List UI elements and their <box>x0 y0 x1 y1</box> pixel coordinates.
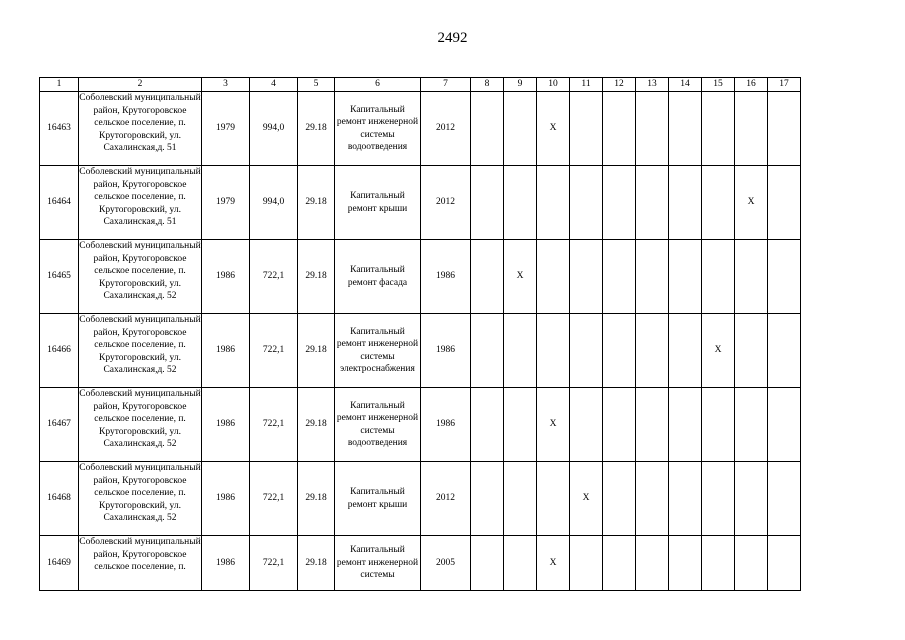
build-year-cell: 1986 <box>202 462 250 536</box>
work-type-cell <box>335 92 421 166</box>
empty-cell <box>603 166 636 240</box>
area-cell: 994,0 <box>250 166 298 240</box>
empty-cell <box>471 314 504 388</box>
row-id-cell: 16468 <box>40 462 79 536</box>
area-cell: 722,1 <box>250 536 298 591</box>
empty-cell <box>504 166 537 240</box>
empty-cell <box>603 92 636 166</box>
plan-year-cell: 1986 <box>421 314 471 388</box>
column-header: 1 <box>40 78 79 92</box>
empty-cell <box>471 240 504 314</box>
code-cell: 29.18 <box>298 462 335 536</box>
table-row <box>40 240 801 314</box>
row-id-cell: 16463 <box>40 92 79 166</box>
empty-cell <box>504 314 537 388</box>
work-type-cell <box>335 536 421 591</box>
work-type-cell <box>335 462 421 536</box>
empty-cell <box>570 536 603 591</box>
build-year-cell: 1986 <box>202 388 250 462</box>
row-id-cell: 16466 <box>40 314 79 388</box>
work-type-cell-text: Капитальный ремонт инженерной системы электроснабжения <box>336 326 419 374</box>
empty-cell <box>636 314 669 388</box>
empty-cell <box>702 92 735 166</box>
column-header: 5 <box>298 78 335 92</box>
empty-cell <box>504 92 537 166</box>
code-cell: 29.18 <box>298 314 335 388</box>
build-year-cell: 1979 <box>202 166 250 240</box>
column-header: 7 <box>421 78 471 92</box>
column-header: 16 <box>735 78 768 92</box>
empty-cell <box>768 314 801 388</box>
mark-cell: X <box>702 314 735 388</box>
work-type-cell <box>335 166 421 240</box>
empty-cell <box>702 240 735 314</box>
empty-cell <box>735 536 768 591</box>
empty-cell <box>735 462 768 536</box>
column-header: 6 <box>335 78 421 92</box>
empty-cell <box>702 166 735 240</box>
empty-cell <box>669 166 702 240</box>
address-cell-text: Соболевский муниципальный район, Крутогоровское сельское поселение, п. <box>79 537 201 572</box>
work-type-cell-text: Капитальный ремонт крыши <box>347 191 408 214</box>
address-cell <box>79 462 202 536</box>
work-type-cell-text: Капитальный ремонт фасада <box>347 265 408 288</box>
empty-cell <box>471 92 504 166</box>
table-row <box>40 388 801 462</box>
plan-year-cell: 2012 <box>421 92 471 166</box>
empty-cell <box>471 166 504 240</box>
empty-cell <box>537 166 570 240</box>
empty-cell <box>471 388 504 462</box>
empty-cell <box>669 92 702 166</box>
build-year-cell: 1986 <box>202 314 250 388</box>
area-cell: 722,1 <box>250 314 298 388</box>
address-cell <box>79 240 202 314</box>
row-id-cell: 16469 <box>40 536 79 591</box>
address-cell-text: Соболевский муниципальный район, Крутогоровское сельское поселение, п. Крутогоровский, ул. Сахалинская,д. 51 <box>79 167 201 227</box>
empty-cell <box>735 92 768 166</box>
column-header: 15 <box>702 78 735 92</box>
empty-cell <box>768 240 801 314</box>
empty-cell <box>504 388 537 462</box>
work-type-cell <box>335 388 421 462</box>
empty-cell <box>669 314 702 388</box>
empty-cell <box>768 92 801 166</box>
capital-repair-table <box>39 77 801 591</box>
empty-cell <box>735 388 768 462</box>
address-cell-text: Соболевский муниципальный район, Крутогоровское сельское поселение, п. Крутогоровский, ул. Сахалинская,д. 52 <box>79 463 201 523</box>
work-type-cell <box>335 314 421 388</box>
table-row <box>40 166 801 240</box>
work-type-cell-text: Капитальный ремонт инженерной системы водоотведения <box>336 400 419 448</box>
empty-cell <box>768 388 801 462</box>
column-header: 8 <box>471 78 504 92</box>
column-header: 12 <box>603 78 636 92</box>
empty-cell <box>702 536 735 591</box>
code-cell: 29.18 <box>298 166 335 240</box>
empty-cell <box>768 462 801 536</box>
header-row <box>40 78 801 92</box>
column-header: 4 <box>250 78 298 92</box>
work-type-cell-text: Капитальный ремонт инженерной системы водоотведения <box>336 104 419 152</box>
column-header: 10 <box>537 78 570 92</box>
address-cell <box>79 92 202 166</box>
table-row <box>40 92 801 166</box>
empty-cell <box>702 462 735 536</box>
empty-cell <box>669 388 702 462</box>
empty-cell <box>702 388 735 462</box>
address-cell-text: Соболевский муниципальный район, Крутогоровское сельское поселение, п. Крутогоровский, ул. Сахалинская,д. 51 <box>79 93 201 153</box>
code-cell: 29.18 <box>298 388 335 462</box>
mark-cell: X <box>537 92 570 166</box>
page-number: 2492 <box>437 30 468 46</box>
work-type-cell-text: Капитальный ремонт инженерной системы <box>336 545 419 581</box>
column-header: 17 <box>768 78 801 92</box>
code-cell: 29.18 <box>298 92 335 166</box>
build-year-cell: 1986 <box>202 240 250 314</box>
empty-cell <box>768 166 801 240</box>
empty-cell <box>537 462 570 536</box>
area-cell: 722,1 <box>250 462 298 536</box>
mark-cell: X <box>537 388 570 462</box>
address-cell-text: Соболевский муниципальный район, Крутогоровское сельское поселение, п. Крутогоровский, ул. Сахалинская,д. 52 <box>79 389 201 449</box>
empty-cell <box>768 536 801 591</box>
empty-cell <box>735 314 768 388</box>
address-cell-text: Соболевский муниципальный район, Крутогоровское сельское поселение, п. Крутогоровский, ул. Сахалинская,д. 52 <box>79 241 201 301</box>
empty-cell <box>636 166 669 240</box>
empty-cell <box>537 240 570 314</box>
empty-cell <box>570 388 603 462</box>
empty-cell <box>504 462 537 536</box>
empty-cell <box>471 462 504 536</box>
row-id-cell: 16465 <box>40 240 79 314</box>
empty-cell <box>471 536 504 591</box>
empty-cell <box>504 536 537 591</box>
table-row <box>40 462 801 536</box>
column-header: 2 <box>79 78 202 92</box>
empty-cell <box>735 240 768 314</box>
table-row <box>40 536 801 591</box>
row-id-cell: 16464 <box>40 166 79 240</box>
plan-year-cell: 2012 <box>421 166 471 240</box>
empty-cell <box>570 92 603 166</box>
area-cell: 994,0 <box>250 92 298 166</box>
empty-cell <box>603 314 636 388</box>
table-row <box>40 314 801 388</box>
empty-cell <box>669 462 702 536</box>
empty-cell <box>603 536 636 591</box>
column-header: 3 <box>202 78 250 92</box>
address-cell-text: Соболевский муниципальный район, Крутогоровское сельское поселение, п. Крутогоровский, ул. Сахалинская,д. 52 <box>79 315 201 375</box>
mark-cell: X <box>735 166 768 240</box>
plan-year-cell: 1986 <box>421 240 471 314</box>
plan-year-cell: 1986 <box>421 388 471 462</box>
empty-cell <box>636 240 669 314</box>
empty-cell <box>669 240 702 314</box>
empty-cell <box>603 388 636 462</box>
empty-cell <box>570 166 603 240</box>
address-cell <box>79 388 202 462</box>
empty-cell <box>603 462 636 536</box>
column-header: 9 <box>504 78 537 92</box>
area-cell: 722,1 <box>250 240 298 314</box>
plan-year-cell: 2005 <box>421 536 471 591</box>
empty-cell <box>669 536 702 591</box>
row-id-cell: 16467 <box>40 388 79 462</box>
mark-cell: X <box>537 536 570 591</box>
work-type-cell <box>335 240 421 314</box>
empty-cell <box>537 314 570 388</box>
column-header: 14 <box>669 78 702 92</box>
address-cell <box>79 536 202 591</box>
build-year-cell: 1979 <box>202 92 250 166</box>
code-cell: 29.18 <box>298 536 335 591</box>
empty-cell <box>570 240 603 314</box>
empty-cell <box>570 314 603 388</box>
area-cell: 722,1 <box>250 388 298 462</box>
empty-cell <box>636 536 669 591</box>
code-cell: 29.18 <box>298 240 335 314</box>
plan-year-cell: 2012 <box>421 462 471 536</box>
build-year-cell: 1986 <box>202 536 250 591</box>
empty-cell <box>636 92 669 166</box>
table-body <box>40 92 801 591</box>
address-cell <box>79 166 202 240</box>
column-header: 11 <box>570 78 603 92</box>
mark-cell: X <box>570 462 603 536</box>
empty-cell <box>603 240 636 314</box>
address-cell <box>79 314 202 388</box>
work-type-cell-text: Капитальный ремонт крыши <box>347 487 408 510</box>
empty-cell <box>636 388 669 462</box>
column-header: 13 <box>636 78 669 92</box>
mark-cell: X <box>504 240 537 314</box>
empty-cell <box>636 462 669 536</box>
